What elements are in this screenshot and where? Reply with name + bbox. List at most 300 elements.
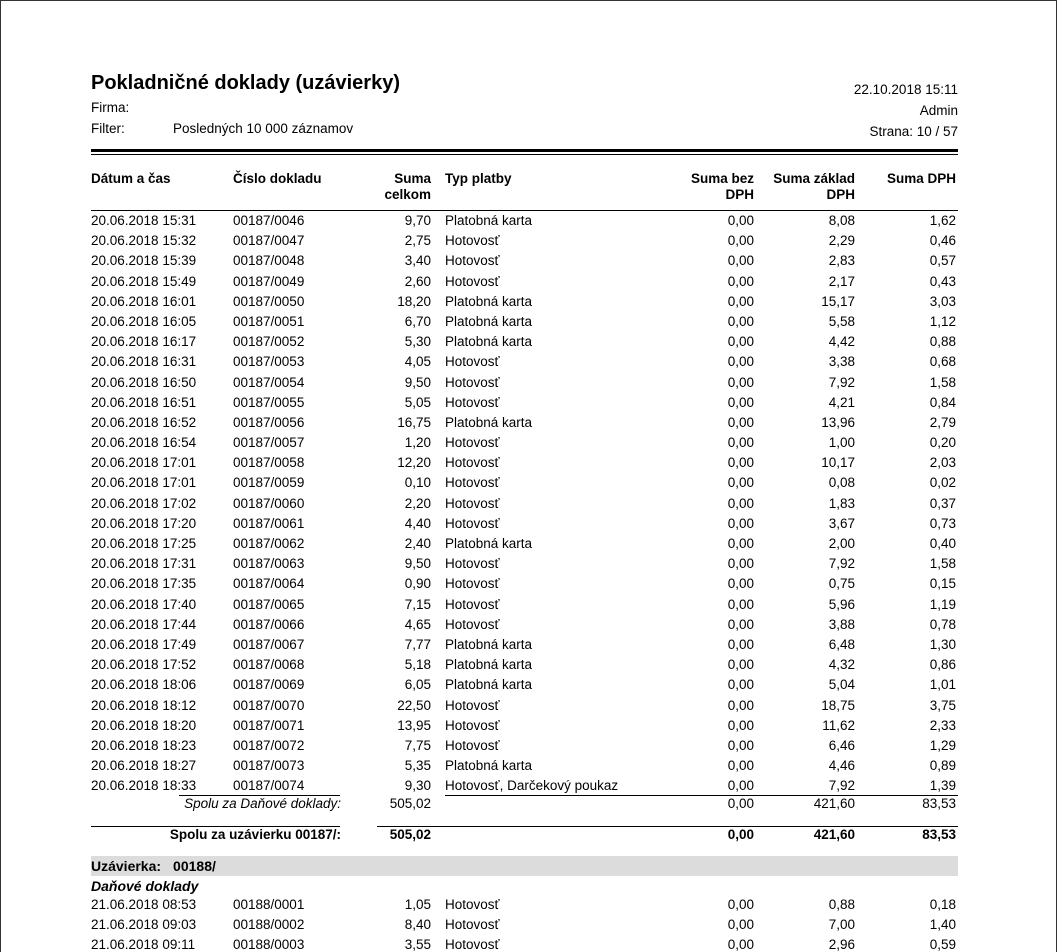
cell-sum: 0,90 [404, 576, 431, 592]
cell-doc-number: 00187/0059 [233, 475, 305, 491]
subtotal-row [91, 796, 958, 816]
cell-sum-without-vat: 0,00 [727, 313, 754, 329]
cell-vat: 0,37 [929, 495, 956, 511]
report-title: Pokladničné doklady (uzávierky) [91, 72, 400, 94]
cell-sum-without-vat: 0,00 [727, 616, 754, 632]
page-number: Strana: 10 / 57 [869, 124, 958, 139]
cell-doc-number: 00187/0064 [233, 576, 305, 592]
table-row [91, 915, 958, 935]
cell-date: 21.06.2018 09:11 [91, 937, 196, 952]
cell-vat: 0,89 [929, 758, 956, 774]
cell-vat-base: 6,48 [828, 636, 855, 652]
cell-doc-number: 00187/0074 [233, 778, 305, 794]
cell-payment-type: Hotovosť [445, 435, 500, 451]
filter-row [91, 118, 353, 139]
cell-payment-type: Hotovosť [445, 455, 500, 471]
cell-doc-number: 00187/0049 [233, 273, 305, 289]
cell-vat-base: 3,88 [828, 616, 855, 632]
cell-date: 20.06.2018 17:44 [91, 616, 197, 632]
cell-sum: 4,40 [404, 515, 431, 531]
cell-sum: 12,20 [397, 455, 431, 471]
cell-sum-without-vat: 0,00 [727, 495, 754, 511]
cell-sum-without-vat: 0,00 [727, 937, 754, 952]
cell-sum: 16,75 [397, 414, 431, 430]
report [91, 69, 958, 952]
cell-vat-base: 7,00 [828, 917, 855, 933]
cell-vat-base: 4,46 [828, 758, 855, 774]
cell-date: 20.06.2018 16:50 [91, 374, 197, 390]
table-row [91, 312, 958, 332]
cell-vat: 1,39 [929, 778, 956, 794]
cell-sum-without-vat: 0,00 [727, 636, 754, 652]
cell-sum: 9,50 [404, 374, 431, 390]
cell-vat: 2,03 [929, 455, 956, 471]
header-divider-thick [91, 149, 958, 152]
cell-date: 20.06.2018 17:25 [91, 536, 197, 551]
filter-value: Posledných 10 000 záznamov [173, 121, 354, 136]
table-row [91, 373, 958, 393]
table-row [91, 352, 958, 372]
cell-date: 20.06.2018 15:49 [91, 273, 197, 289]
firma-label: Firma: [91, 100, 130, 115]
cell-sum: 2,60 [404, 273, 431, 289]
col-header-doc: Číslo dokladu [233, 171, 322, 186]
table-row [91, 433, 958, 453]
cell-date: 20.06.2018 18:27 [91, 758, 197, 774]
cell-sum-without-vat: 0,00 [727, 677, 754, 693]
cell-date: 20.06.2018 18:33 [91, 778, 197, 794]
cell-sum: 5,18 [404, 657, 431, 673]
cell-date: 20.06.2018 15:31 [91, 213, 197, 228]
table-row [91, 675, 958, 695]
cell-vat: 0,88 [929, 334, 956, 350]
cell-doc-number: 00187/0052 [233, 334, 305, 350]
group-label: Uzávierka: [91, 858, 162, 874]
table-row [91, 272, 958, 292]
report-header-right [854, 79, 958, 142]
cell-sum: 7,15 [404, 596, 431, 612]
cell-date: 20.06.2018 17:40 [91, 596, 197, 612]
cell-sum-without-vat: 0,00 [727, 515, 754, 531]
cell-date: 20.06.2018 16:51 [91, 394, 197, 410]
cell-date: 21.06.2018 09:03 [91, 917, 197, 933]
cell-sum: 7,75 [404, 737, 431, 753]
cell-sum-without-vat: 0,00 [727, 435, 754, 451]
table-body-2 [91, 895, 958, 952]
cell-payment-type: Hotovosť [445, 897, 500, 912]
cell-doc-number: 00187/0065 [233, 596, 305, 612]
table-row [91, 393, 958, 413]
cell-vat-base: 2,29 [828, 233, 855, 249]
cell-vat-base: 2,17 [828, 273, 855, 289]
cell-vat: 1,62 [929, 213, 956, 228]
cell-payment-type: Hotovosť [445, 233, 500, 249]
cell-payment-type: Hotovosť [445, 253, 500, 269]
cell-doc-number: 00187/0050 [233, 293, 305, 309]
cell-doc-number: 00187/0062 [233, 536, 305, 551]
cell-vat-base: 4,21 [828, 394, 855, 410]
cell-doc-number: 00187/0058 [233, 455, 305, 471]
cell-vat: 0,15 [929, 576, 956, 592]
cell-sum: 0,10 [404, 475, 431, 491]
table-row [91, 935, 958, 952]
cell-sum: 9,30 [404, 778, 431, 794]
cell-date: 20.06.2018 17:20 [91, 515, 197, 531]
cell-sum-without-vat: 0,00 [727, 374, 754, 390]
cell-doc-number: 00187/0054 [233, 374, 305, 390]
cell-vat-base: 1,83 [828, 495, 855, 511]
cell-doc-number: 00187/0047 [233, 233, 305, 249]
cell-vat: 3,75 [929, 697, 956, 713]
cell-vat: 3,03 [929, 293, 956, 309]
cell-sum-without-vat: 0,00 [727, 737, 754, 753]
cell-sum: 1,05 [404, 897, 431, 912]
col-header-zaklad-line1: Suma základ [773, 171, 855, 186]
filter-label: Filter: [91, 121, 125, 136]
cell-vat-base: 0,08 [828, 475, 855, 491]
table-row [91, 473, 958, 493]
header-divider-thin [91, 154, 958, 155]
cell-payment-type: Hotovosť [445, 737, 500, 753]
cell-vat-base: 5,96 [828, 596, 855, 612]
cell-vat-base: 3,38 [828, 354, 855, 370]
cell-sum-without-vat: 0,00 [727, 414, 754, 430]
cell-sum-without-vat: 0,00 [727, 354, 754, 370]
table-row [91, 574, 958, 594]
table-row [91, 615, 958, 635]
cell-date: 20.06.2018 18:12 [91, 697, 197, 713]
cell-vat-base: 11,62 [822, 717, 855, 733]
table-row [91, 635, 958, 655]
firma-row [91, 97, 353, 118]
cell-sum-without-vat: 0,00 [727, 778, 754, 794]
cell-vat: 0,18 [929, 897, 956, 912]
cell-vat-base: 5,58 [828, 313, 855, 329]
table-row [91, 332, 958, 352]
cell-date: 21.06.2018 08:53 [91, 897, 197, 912]
cell-date: 20.06.2018 18:23 [91, 737, 197, 753]
cell-doc-number: 00187/0063 [233, 556, 305, 572]
cell-vat: 2,33 [929, 717, 956, 733]
cell-vat: 0,73 [929, 515, 956, 531]
cell-sum: 18,20 [397, 293, 431, 309]
cell-sum-without-vat: 0,00 [727, 576, 754, 592]
cell-date: 20.06.2018 15:32 [91, 233, 197, 249]
cell-date: 20.06.2018 17:31 [91, 556, 197, 572]
cell-vat-base: 0,88 [828, 897, 855, 912]
cell-date: 20.06.2018 17:35 [91, 576, 197, 592]
cell-payment-type: Platobná karta [445, 657, 533, 673]
report-user: Admin [919, 103, 958, 118]
cell-vat: 1,58 [929, 556, 956, 572]
cell-sum: 2,20 [404, 495, 431, 511]
table-row [91, 534, 958, 554]
cell-sum-without-vat: 0,00 [727, 334, 754, 350]
cell-payment-type: Platobná karta [445, 414, 533, 430]
group-value: 00188/ [173, 858, 216, 874]
cell-sum-without-vat: 0,00 [727, 455, 754, 471]
section-title: Daňové doklady [91, 878, 199, 894]
cell-sum-without-vat: 0,00 [727, 394, 754, 410]
table-row [91, 494, 958, 514]
cell-payment-type: Platobná karta [445, 677, 533, 693]
cell-sum: 3,40 [404, 253, 431, 269]
cell-payment-type: Platobná karta [445, 313, 533, 329]
cell-doc-number: 00187/0066 [233, 616, 305, 632]
cell-sum-without-vat: 0,00 [727, 596, 754, 612]
col-header-zaklad-line2: DPH [826, 187, 855, 202]
cell-date: 20.06.2018 15:39 [91, 253, 197, 269]
cell-sum-without-vat: 0,00 [727, 273, 754, 289]
cell-sum-without-vat: 0,00 [727, 717, 754, 733]
table-row [91, 211, 958, 231]
cell-doc-number: 00187/0072 [233, 737, 305, 753]
col-header-sum [384, 171, 431, 203]
cell-sum: 7,77 [404, 636, 431, 652]
cell-vat: 0,84 [929, 394, 956, 410]
table-row [91, 413, 958, 433]
total-label: Spolu za uzávierku 00187/: [169, 827, 341, 842]
cell-sum-without-vat: 0,00 [727, 293, 754, 309]
cell-vat: 0,46 [929, 233, 956, 249]
cell-vat-base: 10,17 [821, 455, 855, 471]
cell-vat: 1,40 [929, 917, 956, 933]
cell-sum: 22,50 [397, 697, 431, 713]
subtotal-dph: 83,53 [922, 796, 956, 811]
cell-doc-number: 00187/0051 [233, 313, 305, 329]
table-row [91, 716, 958, 736]
cell-payment-type: Hotovosť [445, 515, 500, 531]
cell-doc-number: 00187/0046 [233, 213, 305, 228]
table-row [91, 292, 958, 312]
total-dph: 83,53 [922, 827, 956, 842]
cell-payment-type: Hotovosť [445, 495, 500, 511]
cell-sum-without-vat: 0,00 [727, 758, 754, 774]
cell-date: 20.06.2018 17:02 [91, 495, 197, 511]
cell-vat-base: 7,92 [828, 556, 855, 572]
cell-doc-number: 00187/0055 [233, 394, 305, 410]
cell-vat-base: 4,32 [828, 657, 855, 673]
total-sum: 505,02 [389, 827, 431, 842]
table-row [91, 231, 958, 251]
cell-date: 20.06.2018 16:17 [91, 334, 197, 350]
table-row [91, 453, 958, 473]
cell-payment-type: Hotovosť [445, 697, 500, 713]
cell-vat: 2,79 [929, 414, 956, 430]
cell-doc-number: 00187/0069 [233, 677, 305, 693]
cell-sum: 4,05 [404, 354, 431, 370]
report-header-left [91, 97, 353, 139]
cell-vat: 0,86 [929, 657, 956, 673]
table-row [91, 736, 958, 756]
cell-sum: 4,65 [404, 616, 431, 632]
cell-payment-type: Hotovosť [445, 576, 500, 592]
cell-vat: 1,58 [929, 374, 956, 390]
cell-sum: 2,40 [404, 536, 431, 551]
cell-vat-base: 7,92 [828, 778, 855, 794]
cell-vat: 1,30 [929, 636, 956, 652]
total-zaklad: 421,60 [813, 827, 855, 842]
cell-doc-number: 00187/0053 [233, 354, 305, 370]
col-header-sum-line2: celkom [384, 187, 431, 202]
cell-payment-type: Platobná karta [445, 636, 533, 652]
cell-payment-type: Hotovosť [445, 717, 500, 733]
cell-vat: 0,43 [929, 273, 956, 289]
cell-sum: 5,30 [404, 334, 431, 350]
cell-date: 20.06.2018 17:52 [91, 657, 197, 673]
cell-vat: 1,01 [929, 677, 956, 693]
group-header [91, 856, 958, 876]
cell-vat-base: 3,67 [828, 515, 855, 531]
cell-sum: 5,35 [404, 758, 431, 774]
cell-vat-base: 0,75 [828, 576, 855, 592]
report-datetime: 22.10.2018 15:11 [853, 82, 958, 97]
cell-payment-type: Hotovosť [445, 475, 500, 491]
cell-vat: 1,12 [929, 313, 956, 329]
table-body [91, 211, 958, 796]
col-header-date: Dátum a čas [91, 171, 171, 186]
cell-doc-number: 00187/0056 [233, 414, 305, 430]
table-row [91, 696, 958, 716]
cell-sum: 5,05 [404, 394, 431, 410]
cell-payment-type: Platobná karta [445, 293, 533, 309]
cell-doc-number: 00188/0002 [233, 917, 305, 933]
cell-date: 20.06.2018 17:01 [91, 475, 197, 491]
col-header-sum-line1: Suma [394, 171, 431, 186]
cell-vat: 0,59 [929, 937, 956, 952]
cell-payment-type: Hotovosť [445, 937, 500, 952]
cell-doc-number: 00187/0060 [233, 495, 305, 511]
cell-date: 20.06.2018 16:54 [91, 435, 197, 451]
cell-doc-number: 00188/0001 [233, 897, 305, 912]
table-row [91, 251, 958, 271]
cell-payment-type: Hotovosť [445, 394, 500, 410]
cell-doc-number: 00187/0067 [233, 636, 305, 652]
cell-sum-without-vat: 0,00 [727, 536, 754, 551]
cell-vat-base: 1,00 [828, 435, 855, 451]
cell-sum-without-vat: 0,00 [727, 917, 754, 933]
col-header-dph: Suma DPH [886, 171, 956, 186]
cell-vat-base: 13,96 [821, 414, 855, 430]
cell-doc-number: 00187/0057 [233, 435, 305, 451]
cell-payment-type: Hotovosť, Darčekový poukaz [445, 778, 619, 794]
cell-vat: 0,02 [929, 475, 956, 491]
total-row [91, 827, 958, 847]
table-row [91, 655, 958, 675]
cell-payment-type: Platobná karta [445, 536, 533, 551]
subtotal-sbez: 0,00 [727, 796, 754, 811]
cell-vat-base: 2,83 [828, 253, 855, 269]
cell-sum-without-vat: 0,00 [727, 657, 754, 673]
cell-sum-without-vat: 0,00 [727, 213, 754, 228]
subtotal-zaklad: 421,60 [813, 796, 855, 811]
cell-vat: 0,57 [929, 253, 956, 269]
cell-payment-type: Hotovosť [445, 596, 500, 612]
cell-vat-base: 7,92 [828, 374, 855, 390]
col-header-type: Typ platby [445, 171, 512, 186]
cell-vat-base: 2,00 [828, 536, 855, 551]
subtotal-sum: 505,02 [389, 796, 431, 811]
cell-sum: 9,70 [404, 213, 431, 228]
cell-sum-without-vat: 0,00 [727, 253, 754, 269]
table-row [91, 514, 958, 534]
cell-sum-without-vat: 0,00 [727, 475, 754, 491]
cell-vat-base: 6,46 [828, 737, 855, 753]
cell-vat-base: 15,17 [821, 293, 855, 309]
cell-date: 20.06.2018 17:01 [91, 455, 197, 471]
cell-vat: 0,68 [929, 354, 956, 370]
cell-doc-number: 00187/0073 [233, 758, 305, 774]
cell-doc-number: 00187/0068 [233, 657, 305, 673]
column-headers [91, 171, 958, 211]
cell-payment-type: Hotovosť [445, 556, 500, 572]
cell-sum: 8,40 [404, 917, 431, 933]
table-row [91, 776, 958, 796]
cell-date: 20.06.2018 16:52 [91, 414, 197, 430]
cell-sum-without-vat: 0,00 [727, 697, 754, 713]
cell-vat: 1,19 [929, 596, 956, 612]
table-row [91, 895, 958, 915]
cell-doc-number: 00187/0061 [233, 515, 305, 531]
cell-date: 20.06.2018 16:31 [91, 354, 197, 370]
cell-vat-base: 18,75 [821, 697, 855, 713]
cell-payment-type: Hotovosť [445, 273, 500, 289]
cell-doc-number: 00187/0048 [233, 253, 305, 269]
cell-vat-base: 2,96 [828, 937, 855, 952]
col-header-sbez-line1: Suma bez [690, 171, 754, 186]
cell-vat: 0,20 [929, 435, 956, 451]
cell-sum: 6,05 [404, 677, 431, 693]
cell-date: 20.06.2018 18:06 [91, 677, 197, 693]
cell-sum: 1,20 [404, 435, 431, 451]
cell-sum: 2,75 [404, 233, 431, 249]
cell-vat: 0,40 [929, 536, 956, 551]
table-row [91, 756, 958, 776]
cell-date: 20.06.2018 18:20 [91, 717, 197, 733]
cell-sum: 3,55 [404, 937, 431, 952]
cell-sum: 6,70 [404, 313, 431, 329]
col-header-sbez-line2: DPH [725, 187, 754, 202]
cell-payment-type: Platobná karta [445, 334, 533, 350]
cell-payment-type: Hotovosť [445, 616, 500, 632]
cell-payment-type: Hotovosť [445, 374, 500, 390]
cell-date: 20.06.2018 16:05 [91, 313, 197, 329]
cell-payment-type: Hotovosť [445, 917, 500, 933]
cell-date: 20.06.2018 17:49 [91, 636, 197, 652]
cell-payment-type: Platobná karta [445, 213, 533, 228]
table-row [91, 595, 958, 615]
cell-payment-type: Hotovosť [445, 354, 500, 370]
cell-vat-base: 4,42 [828, 334, 855, 350]
subtotal-label: Spolu za Daňové doklady: [184, 796, 341, 811]
cell-vat-base: 8,08 [828, 213, 855, 228]
col-header-zaklad [773, 171, 855, 203]
cell-payment-type: Platobná karta [445, 758, 533, 774]
cell-vat: 0,78 [929, 616, 956, 632]
cell-doc-number: 00187/0071 [233, 717, 305, 733]
cell-vat: 1,29 [929, 737, 956, 753]
cell-doc-number: 00188/0003 [233, 937, 305, 952]
cell-vat-base: 5,04 [828, 677, 855, 693]
table-row [91, 554, 958, 574]
cell-date: 20.06.2018 16:01 [91, 293, 197, 309]
total-sbez: 0,00 [727, 827, 754, 842]
cell-doc-number: 00187/0070 [233, 697, 305, 713]
col-header-sbez [691, 171, 754, 203]
cell-sum-without-vat: 0,00 [727, 233, 754, 249]
cell-sum-without-vat: 0,00 [727, 897, 754, 912]
cell-sum: 13,95 [397, 717, 431, 733]
